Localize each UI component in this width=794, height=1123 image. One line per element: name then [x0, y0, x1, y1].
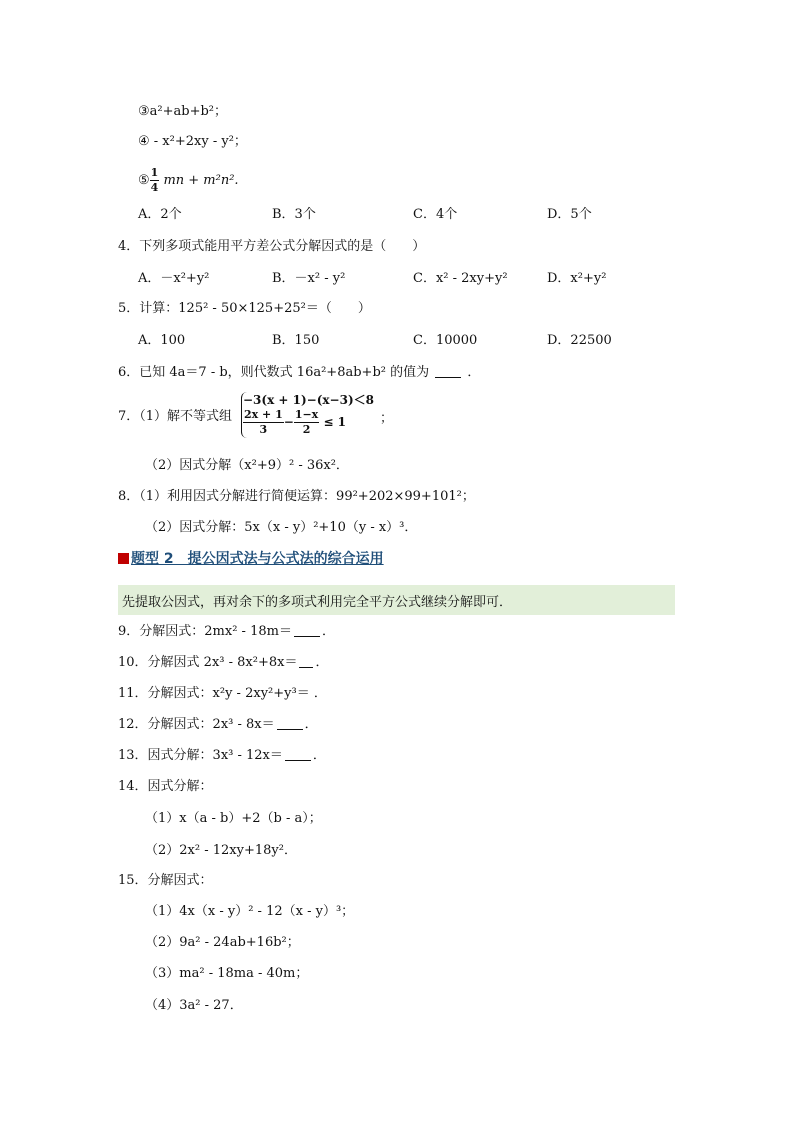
list-item-3: ③a²+ab+b²； — [138, 104, 228, 119]
q3-option-c: C．4个 — [413, 207, 458, 222]
question-15-stem: 15．分解因式： — [118, 873, 213, 888]
question-7-part-2: （2）因式分解（x²+9）² - 36x²． — [145, 458, 349, 473]
question-6 — [118, 364, 480, 382]
question-11-text: 11．分解因式：x²y - 2xy²+y³＝ — [118, 686, 310, 701]
question-12-text: 12．分解因式：2x³ - 8x＝ — [118, 717, 275, 732]
red-square-icon — [118, 553, 129, 564]
question-10-tail: ． — [315, 655, 329, 670]
tip-text: 先提取公因式，再对余下的多项式利用完全平方公式继续分解即可． — [122, 595, 513, 610]
answer-blank — [285, 748, 311, 761]
q4-option-b: B．－x² - y² — [272, 271, 346, 286]
question-14-part-2: （2）2x² - 12xy+18y²． — [145, 843, 297, 858]
question-10 — [118, 654, 328, 672]
section-heading — [118, 548, 384, 568]
question-7-label: 7．（1）解不等式组 — [118, 409, 233, 424]
question-8-part-1: 8．（1）利用因式分解进行简便运算：99²+202×99+101²； — [118, 489, 475, 504]
item-5-mark: ⑤ — [138, 173, 150, 188]
question-10-text: 10．分解因式 2x³ - 8x²+8x＝ — [118, 655, 298, 670]
answer-blank — [294, 624, 320, 637]
question-15-part-3: （3）ma² - 18ma - 40m； — [145, 966, 309, 981]
question-11-tail: ． — [313, 686, 327, 701]
question-7-semicolon: ； — [380, 411, 394, 426]
question-13-text: 13．因式分解：3x³ - 12x＝ — [118, 748, 283, 763]
answer-blank — [277, 717, 303, 730]
answer-blank — [299, 655, 313, 668]
question-15-part-2: （2）9a² - 24ab+16b²； — [145, 935, 300, 950]
question-12-tail: ． — [304, 717, 318, 732]
question-4-stem: 4．下列多项式能用平方差公式分解因式的是（ ） — [118, 239, 426, 254]
question-14-stem: 14．因式分解： — [118, 779, 213, 794]
question-9-tail: ． — [321, 624, 335, 639]
question-15-part-1: （1）4x（x - y）² - 12（x - y）³； — [145, 904, 355, 919]
q5-option-b: B．150 — [272, 333, 320, 348]
list-item-4: ④ - x²+2xy - y²； — [138, 134, 247, 149]
list-item-5 — [138, 166, 239, 195]
inequality-1: −3(x + 1)−(x−3)＜8 — [243, 393, 374, 407]
answer-blank — [435, 365, 461, 378]
q3-option-d: D．5个 — [547, 207, 592, 222]
q4-option-a: A．－x²+y² — [138, 271, 210, 286]
section-title: 题型 2 提公因式法与公式法的综合运用 — [131, 551, 384, 567]
q3-option-a: A．2个 — [138, 207, 182, 222]
tip-box — [118, 585, 675, 615]
q5-option-a: A．100 — [138, 333, 186, 348]
question-9 — [118, 623, 335, 641]
q5-option-d: D．22500 — [547, 333, 612, 348]
inequality-2-tail: ≤ 1 — [323, 415, 347, 429]
question-6-tail: ． — [467, 365, 481, 380]
question-13 — [118, 747, 326, 765]
q4-option-c: C．x² - 2xy+y² — [413, 271, 508, 286]
question-8-part-2: （2）因式分解：5x（x - y）²+10（y - x）³． — [145, 520, 418, 535]
fraction-one-quarter: $\frac{1}{4}$ — [150, 166, 159, 194]
inequality-system — [243, 392, 374, 437]
question-13-tail: ． — [312, 748, 326, 763]
fraction-2x-plus-1: $\frac{2x + 1}{3}$ — [244, 408, 283, 436]
question-6-text: 6．已知 4a＝7 - b，则代数式 16a²+8ab+b² 的值为 — [118, 365, 430, 380]
question-14-part-1: （1）x（a - b）+2（b - a）； — [145, 811, 322, 826]
item-5-rest: mn + m²n². — [163, 173, 239, 188]
q5-option-c: C．10000 — [413, 333, 478, 348]
fraction-1-minus-x: $\frac{1-x}{2}$ — [294, 408, 319, 436]
q4-option-d: D．x²+y² — [547, 271, 607, 286]
question-9-text: 9．分解因式：2mx² - 18m＝ — [118, 624, 292, 639]
question-15-part-4: （4）3a² - 27． — [145, 998, 243, 1013]
question-12 — [118, 716, 318, 734]
question-11 — [118, 685, 327, 703]
inequality-2: $\frac{2x + 1}{3}$ − $\frac{1-x}{2}$ ≤ 1 — [244, 408, 347, 436]
q3-option-b: B．3个 — [272, 207, 316, 222]
question-5-stem: 5．计算：125² - 50×125+25²＝（ ） — [118, 301, 371, 316]
